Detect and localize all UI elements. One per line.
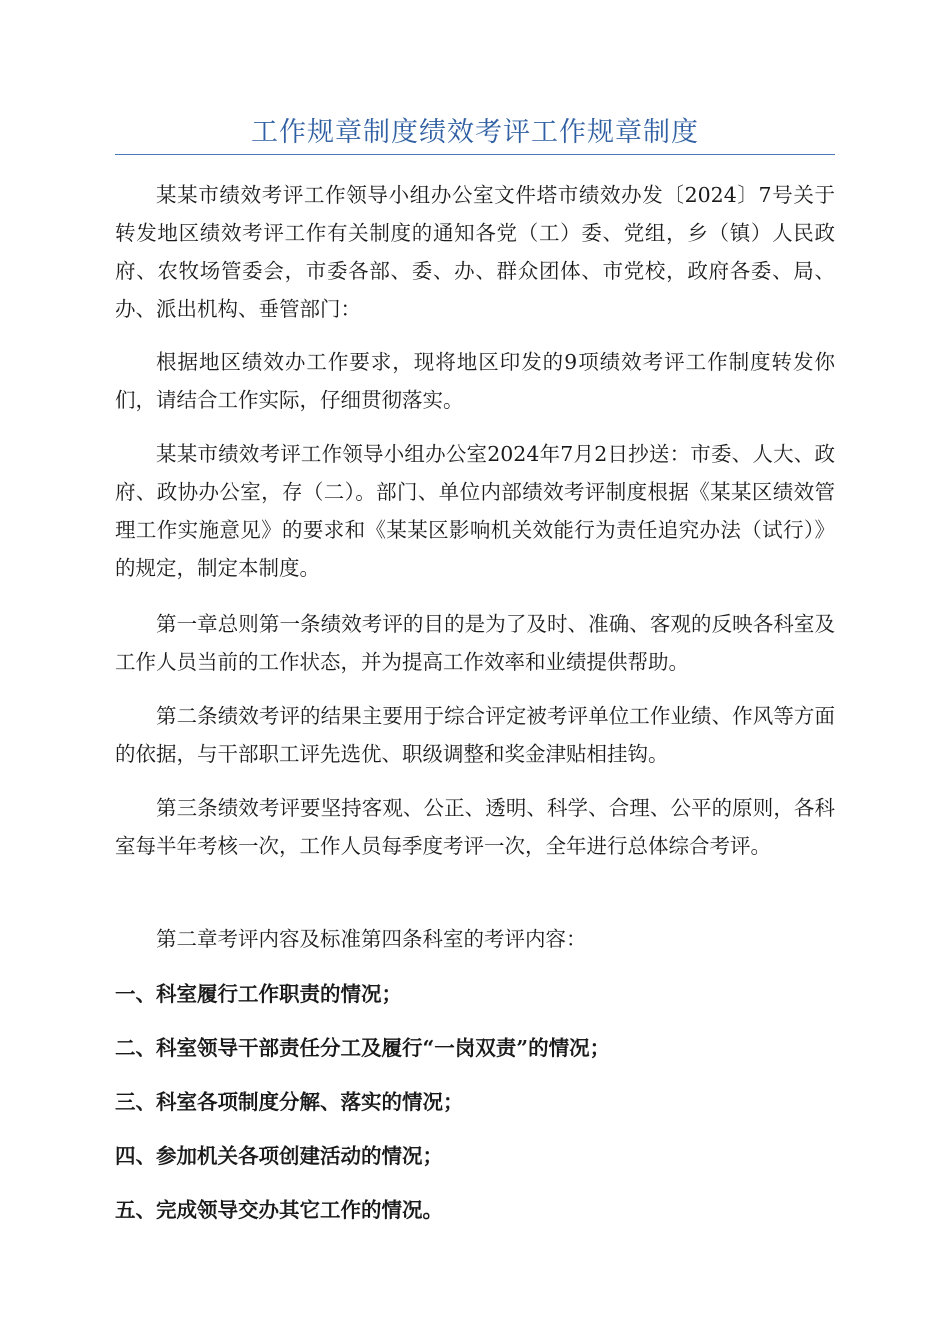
list-item: 四、参加机关各项创建活动的情况； [115, 1144, 443, 1168]
title-underline [115, 154, 835, 155]
paragraph-article-1: 第一章总则第一条绩效考评的目的是为了及时、准确、客观的反映各科室及工作人员当前的工作状态，并为提高工作效率和业绩提供帮助。 [115, 612, 835, 674]
paragraph-request: 根据地区绩效办工作要求，现将地区印发的9项绩效考评工作制度转发你们，请结合工作实际，仔细贯彻落实。 [115, 350, 835, 412]
paragraph-notice: 某某市绩效考评工作领导小组办公室文件塔市绩效办发〔2024〕7号关于转发地区绩效考评工作有关制度的通知各党（工）委、党组，乡（镇）人民政府、农牧场管委会，市委各部、委、办、群众团体、市党校，政府各委、局、办、派出机构、垂管部门： [115, 183, 835, 321]
list-item: 一、科室履行工作职责的情况； [115, 982, 402, 1006]
list-item: 三、科室各项制度分解、落实的情况； [115, 1090, 464, 1114]
paragraph-article-2: 第二条绩效考评的结果主要用于综合评定被考评单位工作业绩、作风等方面的依据，与干部职工评先选优、职级调整和奖金津贴相挂钩。 [115, 704, 835, 766]
paragraph-article-3: 第三条绩效考评要坚持客观、公正、透明、科学、合理、公平的原则，各科室每半年考核一次，工作人员每季度考评一次，全年进行总体综合考评。 [115, 796, 835, 858]
list-item: 五、完成领导交办其它工作的情况。 [115, 1198, 443, 1222]
list-item: 二、科室领导干部责任分工及履行“一岗双责”的情况； [115, 1036, 611, 1060]
paragraph-cc: 某某市绩效考评工作领导小组办公室2024年7月2日抄送：市委、人大、政府、政协办公室，存（二）。部门、单位内部绩效考评制度根据《某某区绩效管理工作实施意见》的要求和《某某区影响机关效能行为责任追究办法（试行）》的规定，制定本制度。 [115, 442, 835, 580]
paragraph-chapter-2: 第二章考评内容及标准第四条科室的考评内容： [156, 927, 587, 951]
document-title: 工作规章制度绩效考评工作规章制度 [251, 117, 699, 148]
